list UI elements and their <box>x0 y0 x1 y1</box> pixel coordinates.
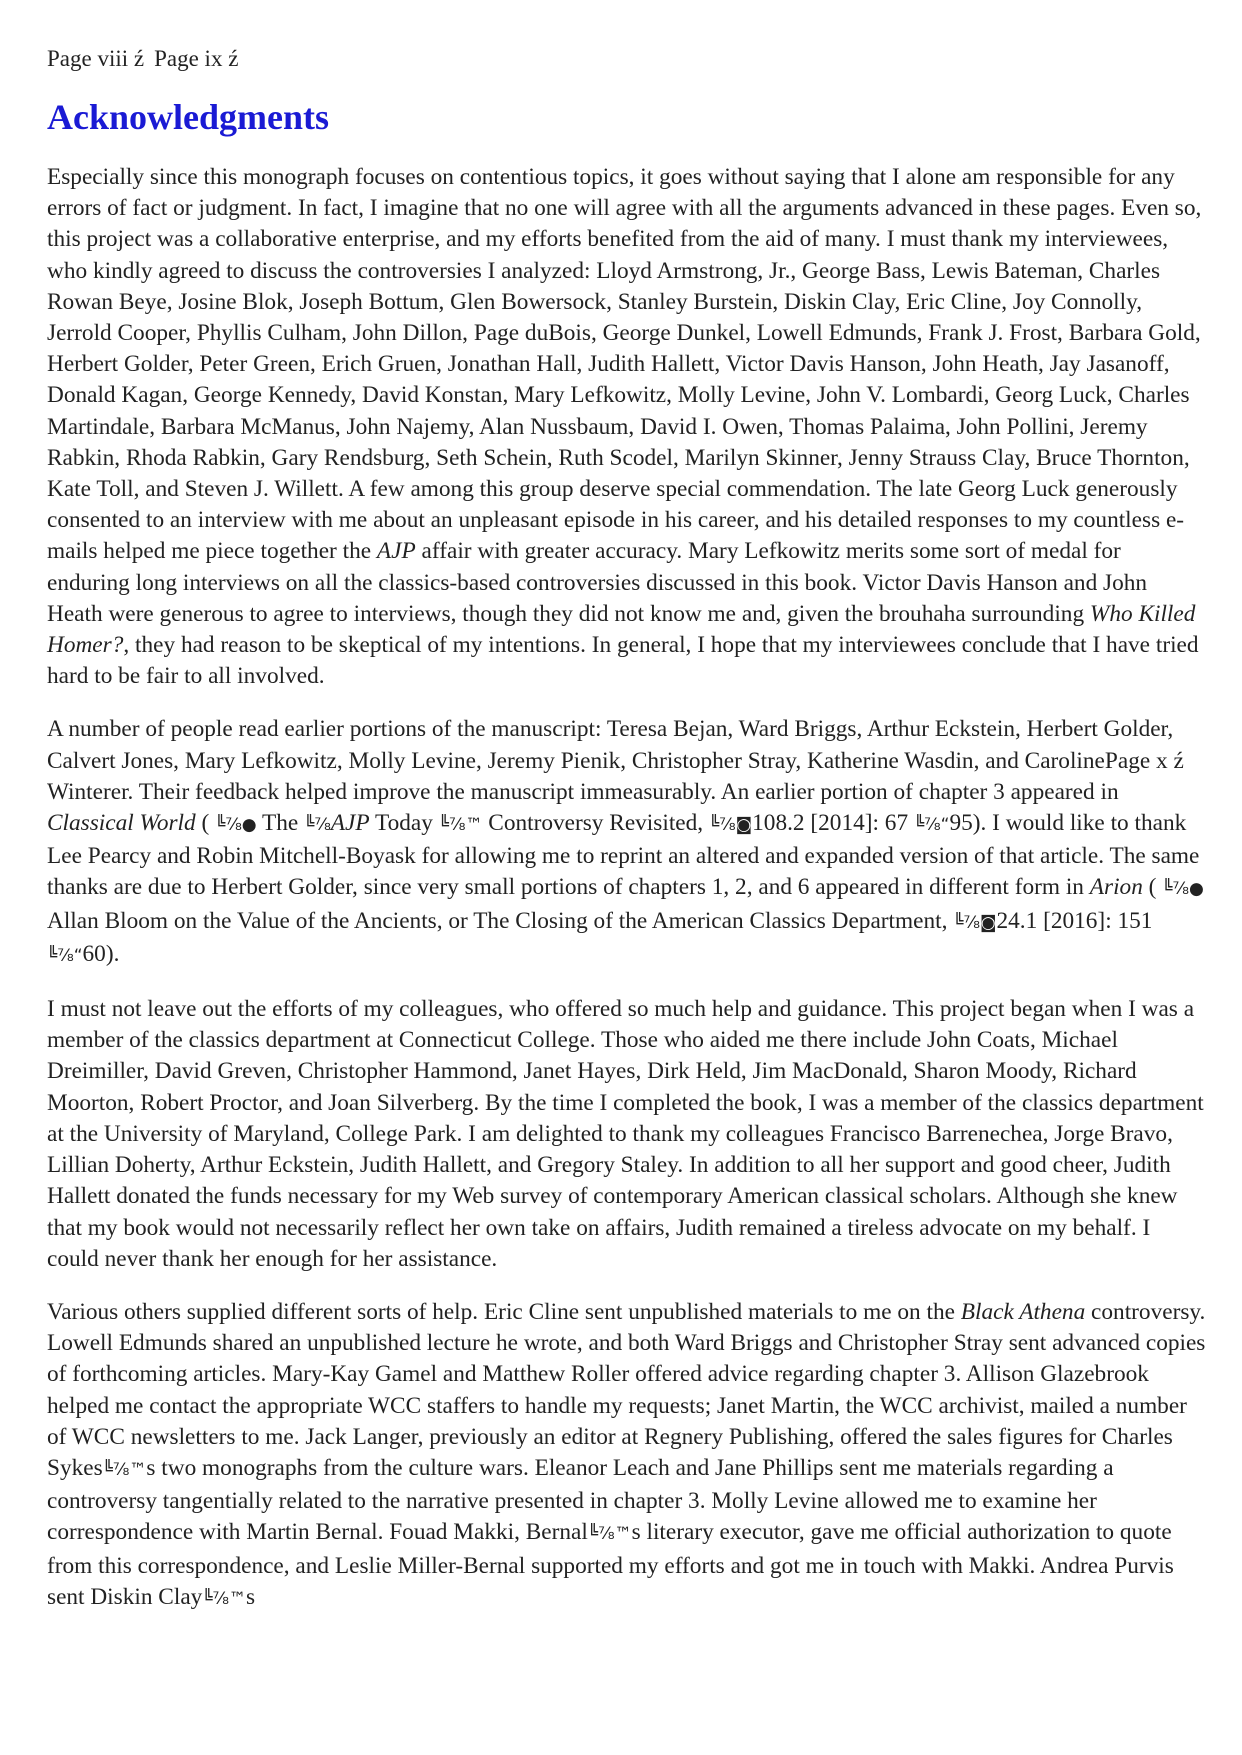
page-reference-ix: Page ix ź <box>154 46 239 71</box>
page-reference-viii: Page viii ź <box>47 46 145 71</box>
paragraph-manuscript-readers: A number of people read earlier portions of the manuscript: Teresa Bejan, Ward Briggs, Arthur Eckstein, Herbert Golder, Calvert Jones, Mary Lefkowitz, Molly Levine, Jeremy Pienik, Christopher Stray, Katherine Wasdin, and CarolinePage x ź Winterer. Their feedback helped improve the manuscript immeasurably. An earlier portion of chapter 3 appeared in Classical World ( ╚⅞● The ╚⅞AJP Today ╚⅞™ Controversy Revisited, ╚⅞◙108.2 [2014]: 67 ╚⅞“95). I would like to thank Lee Pearcy and Robin Mitchell-Boyask for allowing me to reprint an altered and expanded version of that article. The same thanks are due to Herbert Golder, since very small portions of chapters 1, 2, and 6 appeared in different form in Arion ( ╚⅞● Allan Bloom on the Value of the Ancients, or The Closing of the American Classics Department, ╚⅞◙24.1 [2016]: 151 ╚⅞“60). <box>47 716 1204 967</box>
paragraph-other-help: Various others supplied different sorts of help. Eric Cline sent unpublished materials to me on the Black Athena controversy. Lowell Edmunds shared an unpublished lecture he wrote, and both Ward Briggs and Christopher Stray sent advanced copies of forthcoming articles. Mary-Kay Gamel and Matthew Roller offered advice regarding chapter 3. Allison Glazebrook helped me contact the appropriate WCC staffers to handle my requests; Janet Martin, the WCC archivist, mailed a number of WCC newsletters to me. Jack Langer, previously an editor at Regnery Publishing, offered the sales figures for Charles Sykes╚⅞™s two monographs from the culture wars. Eleanor Leach and Jane Phillips sent me materials regarding a controversy tangentially related to the narrative presented in chapter 3. Molly Levine allowed me to examine her correspondence with Martin Bernal. Fouad Makki, Bernal╚⅞™s literary executor, gave me official authorization to quote from this correspondence, and Leslie Miller-Bernal supported my efforts and got me in touch with Makki. Andrea Purvis sent Diskin Clay╚⅞™s <box>47 1298 1206 1610</box>
page-reference-header <box>47 44 1207 74</box>
paragraph-interviewees: Especially since this monograph focuses on contentious topics, it goes without saying that I alone am responsible for any errors of fact or judgment. In fact, I imagine that no one will agree with all the arguments advanced in these pages. Even so, this project was a collaborative enterprise, and my efforts benefited from the aid of many. I must thank my interviewees, who kindly agreed to discuss the controversies I analyzed: Lloyd Armstrong, Jr., George Bass, Lewis Bateman, Charles Rowan Beye, Josine Blok, Joseph Bottum, Glen Bowersock, Stanley Burstein, Diskin Clay, Eric Cline, Joy Connolly, Jerrold Cooper, Phyllis Culham, John Dillon, Page duBois, George Dunkel, Lowell Edmunds, Frank J. Frost, Barbara Gold, Herbert Golder, Peter Green, Erich Gruen, Jonathan Hall, Judith Hallett, Victor Davis Hanson, John Heath, Jay Jasanoff, Donald Kagan, George Kennedy, David Konstan, Mary Lefkowitz, Molly Levine, John V. Lombardi, Georg Luck, Charles Martindale, Barbara McManus, John Najemy, Alan Nussbaum, David I. Owen, Thomas Palaima, John Pollini, Jeremy Rabkin, Rhoda Rabkin, Gary Rendsburg, Seth Schein, Ruth Scodel, Marilyn Skinner, Jenny Strauss Clay, Bruce Thornton, Kate Toll, and Steven J. Willett. A few among this group deserve special commendation. The late Georg Luck generously consented to an interview with me about an unpleasant episode in his career, and his detailed responses to my countless e-mails helped me piece together the AJP affair with greater accuracy. Mary Lefkowitz merits some sort of medal for enduring long interviews on all the classics-based controversies discussed in this book. Victor Davis Hanson and John Heath were generous to agree to interviews, though they did not know me and, given the brouhaha surrounding Who Killed Homer?, they had reason to be skeptical of my intentions. In general, I hope that my interviewees conclude that I have tried hard to be fair to all involved. <box>47 164 1202 690</box>
page-title: Acknowledgments <box>47 97 330 137</box>
paragraph-colleagues: I must not leave out the efforts of my colleagues, who offered so much help and guidance. This project began when I was a member of the classics department at Connecticut College. Those who aided me there include John Coats, Michael Dreimiller, David Greven, Christopher Hammond, Janet Hayes, Dirk Held, Jim MacDonald, Sharon Moody, Richard Moorton, Robert Proctor, and Joan Silverberg. By the time I completed the book, I was a member of the classics department at the University of Maryland, College Park. I am delighted to thank my colleagues Francisco Barrenechea, Jorge Bravo, Lillian Doherty, Arthur Eckstein, Judith Hallett, and Gregory Staley. In addition to all her support and good cheer, Judith Hallett donated the funds necessary for my Web survey of contemporary American classical scholars. Although she knew that my book would not necessarily reflect her own take on affairs, Judith remained a tireless advocate on my behalf. I could never thank her enough for her assistance. <box>47 996 1204 1272</box>
document-page <box>47 44 1207 1637</box>
